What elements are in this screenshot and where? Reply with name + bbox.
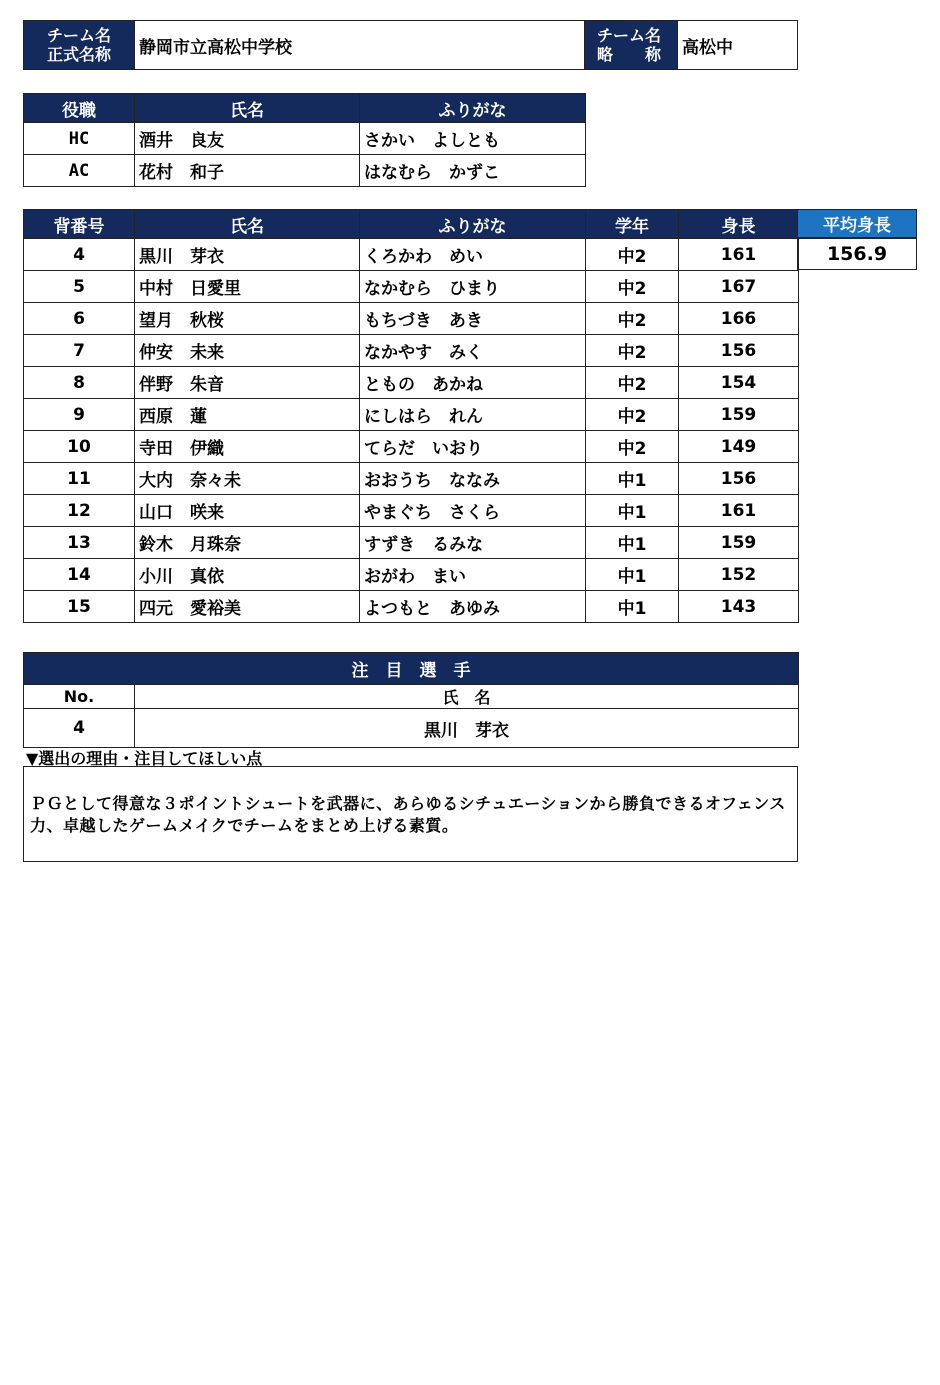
- official-name-value: 静岡市立高松中学校: [134, 20, 585, 70]
- player-number: 13: [24, 527, 135, 559]
- player-kana: おおうち ななみ: [360, 463, 586, 495]
- player-grade: 中2: [586, 239, 679, 271]
- player-grade: 中2: [586, 335, 679, 367]
- player-number: 9: [24, 399, 135, 431]
- average-height-label: 平均身長: [797, 209, 917, 238]
- players-header-height: 身長: [679, 210, 799, 239]
- focus-title-row: [24, 653, 799, 685]
- player-kana: おがわ まい: [360, 559, 586, 591]
- official-label-line1: チーム名: [46, 26, 111, 45]
- player-height: 159: [679, 399, 799, 431]
- player-row: [24, 335, 799, 367]
- player-kana: もちづき あき: [360, 303, 586, 335]
- player-kana: ともの あかね: [360, 367, 586, 399]
- player-name: 黒川 芽衣: [135, 239, 360, 271]
- player-height: 159: [679, 527, 799, 559]
- players-header-kana: ふりがな: [360, 210, 586, 239]
- official-label-line2: 正式名称: [46, 45, 111, 64]
- staff-row: [24, 123, 586, 155]
- player-kana: にしはら れん: [360, 399, 586, 431]
- player-height: 154: [679, 367, 799, 399]
- player-height: 143: [679, 591, 799, 623]
- staff-header-role: 役職: [24, 94, 135, 123]
- player-kana: すずき るみな: [360, 527, 586, 559]
- focus-no-label: No.: [24, 685, 135, 709]
- staff-header-kana: ふりがな: [360, 94, 586, 123]
- player-grade: 中1: [586, 559, 679, 591]
- player-grade: 中1: [586, 495, 679, 527]
- player-name: 中村 日愛里: [135, 271, 360, 303]
- players-table: [23, 209, 799, 623]
- player-number: 10: [24, 431, 135, 463]
- player-height: 156: [679, 335, 799, 367]
- player-grade: 中2: [586, 399, 679, 431]
- player-kana: なかむら ひまり: [360, 271, 586, 303]
- player-row: [24, 303, 799, 335]
- player-number: 7: [24, 335, 135, 367]
- staff-header-name: 氏名: [135, 94, 360, 123]
- focus-label-row: [24, 685, 799, 709]
- staff-table: [23, 93, 586, 187]
- short-name-label: [584, 20, 678, 70]
- player-row: [24, 559, 799, 591]
- player-name: 仲安 未来: [135, 335, 360, 367]
- player-kana: よつもと あゆみ: [360, 591, 586, 623]
- player-grade: 中1: [586, 463, 679, 495]
- player-height: 149: [679, 431, 799, 463]
- player-number: 15: [24, 591, 135, 623]
- reason-label: ▼選出の理由・注目してほしい点: [26, 749, 263, 768]
- player-height: 152: [679, 559, 799, 591]
- player-kana: やまぐち さくら: [360, 495, 586, 527]
- staff-kana: はなむら かずこ: [360, 155, 586, 187]
- player-row: [24, 591, 799, 623]
- focus-player-table: [23, 652, 799, 748]
- player-number: 11: [24, 463, 135, 495]
- player-number: 14: [24, 559, 135, 591]
- player-grade: 中2: [586, 303, 679, 335]
- player-grade: 中2: [586, 367, 679, 399]
- player-row: [24, 431, 799, 463]
- players-header-row: [24, 210, 799, 239]
- player-rows: [24, 239, 799, 623]
- player-row: [24, 399, 799, 431]
- player-name: 鈴木 月珠奈: [135, 527, 360, 559]
- staff-header-row: [24, 94, 586, 123]
- player-grade: 中1: [586, 527, 679, 559]
- players-header-number: 背番号: [24, 210, 135, 239]
- player-name: 伴野 朱音: [135, 367, 360, 399]
- player-row: [24, 271, 799, 303]
- player-number: 12: [24, 495, 135, 527]
- player-name: 小川 真依: [135, 559, 360, 591]
- short-name-value: 高松中: [677, 20, 798, 70]
- focus-value-row: [24, 709, 799, 748]
- players-header-grade: 学年: [586, 210, 679, 239]
- player-name: 望月 秋桜: [135, 303, 360, 335]
- reason-text: ＰＧとして得意な３ポイントシュートを武器に、あらゆるシチュエーションから勝負できるオフェンス力、卓越したゲームメイクでチームをまとめ上げる素質。: [23, 766, 798, 862]
- players-header-name: 氏名: [135, 210, 360, 239]
- player-name: 四元 愛裕美: [135, 591, 360, 623]
- staff-row: [24, 155, 586, 187]
- staff-role: AC: [24, 155, 135, 187]
- average-height-value: 156.9: [797, 238, 917, 270]
- short-label-line1: チーム名: [597, 26, 662, 45]
- player-number: 6: [24, 303, 135, 335]
- focus-name-label: 氏 名: [135, 685, 799, 709]
- short-label-line2: 略 称: [597, 45, 662, 64]
- player-name: 西原 蓮: [135, 399, 360, 431]
- staff-role: HC: [24, 123, 135, 155]
- player-row: [24, 239, 799, 271]
- player-height: 156: [679, 463, 799, 495]
- focus-name: 黒川 芽衣: [135, 709, 799, 748]
- staff-name: 花村 和子: [135, 155, 360, 187]
- player-name: 山口 咲来: [135, 495, 360, 527]
- player-height: 167: [679, 271, 799, 303]
- player-height: 161: [679, 239, 799, 271]
- player-row: [24, 463, 799, 495]
- player-grade: 中1: [586, 591, 679, 623]
- player-kana: くろかわ めい: [360, 239, 586, 271]
- player-number: 5: [24, 271, 135, 303]
- player-height: 166: [679, 303, 799, 335]
- focus-no: 4: [24, 709, 135, 748]
- staff-kana: さかい よしとも: [360, 123, 586, 155]
- staff-name: 酒井 良友: [135, 123, 360, 155]
- official-name-label: [23, 20, 135, 70]
- focus-title: 注 目 選 手: [24, 653, 799, 685]
- team-header: [23, 20, 798, 70]
- player-row: [24, 527, 799, 559]
- player-row: [24, 495, 799, 527]
- player-name: 寺田 伊織: [135, 431, 360, 463]
- player-name: 大内 奈々未: [135, 463, 360, 495]
- player-kana: てらだ いおり: [360, 431, 586, 463]
- player-number: 8: [24, 367, 135, 399]
- player-row: [24, 367, 799, 399]
- player-height: 161: [679, 495, 799, 527]
- player-grade: 中2: [586, 431, 679, 463]
- player-kana: なかやす みく: [360, 335, 586, 367]
- player-grade: 中2: [586, 271, 679, 303]
- player-number: 4: [24, 239, 135, 271]
